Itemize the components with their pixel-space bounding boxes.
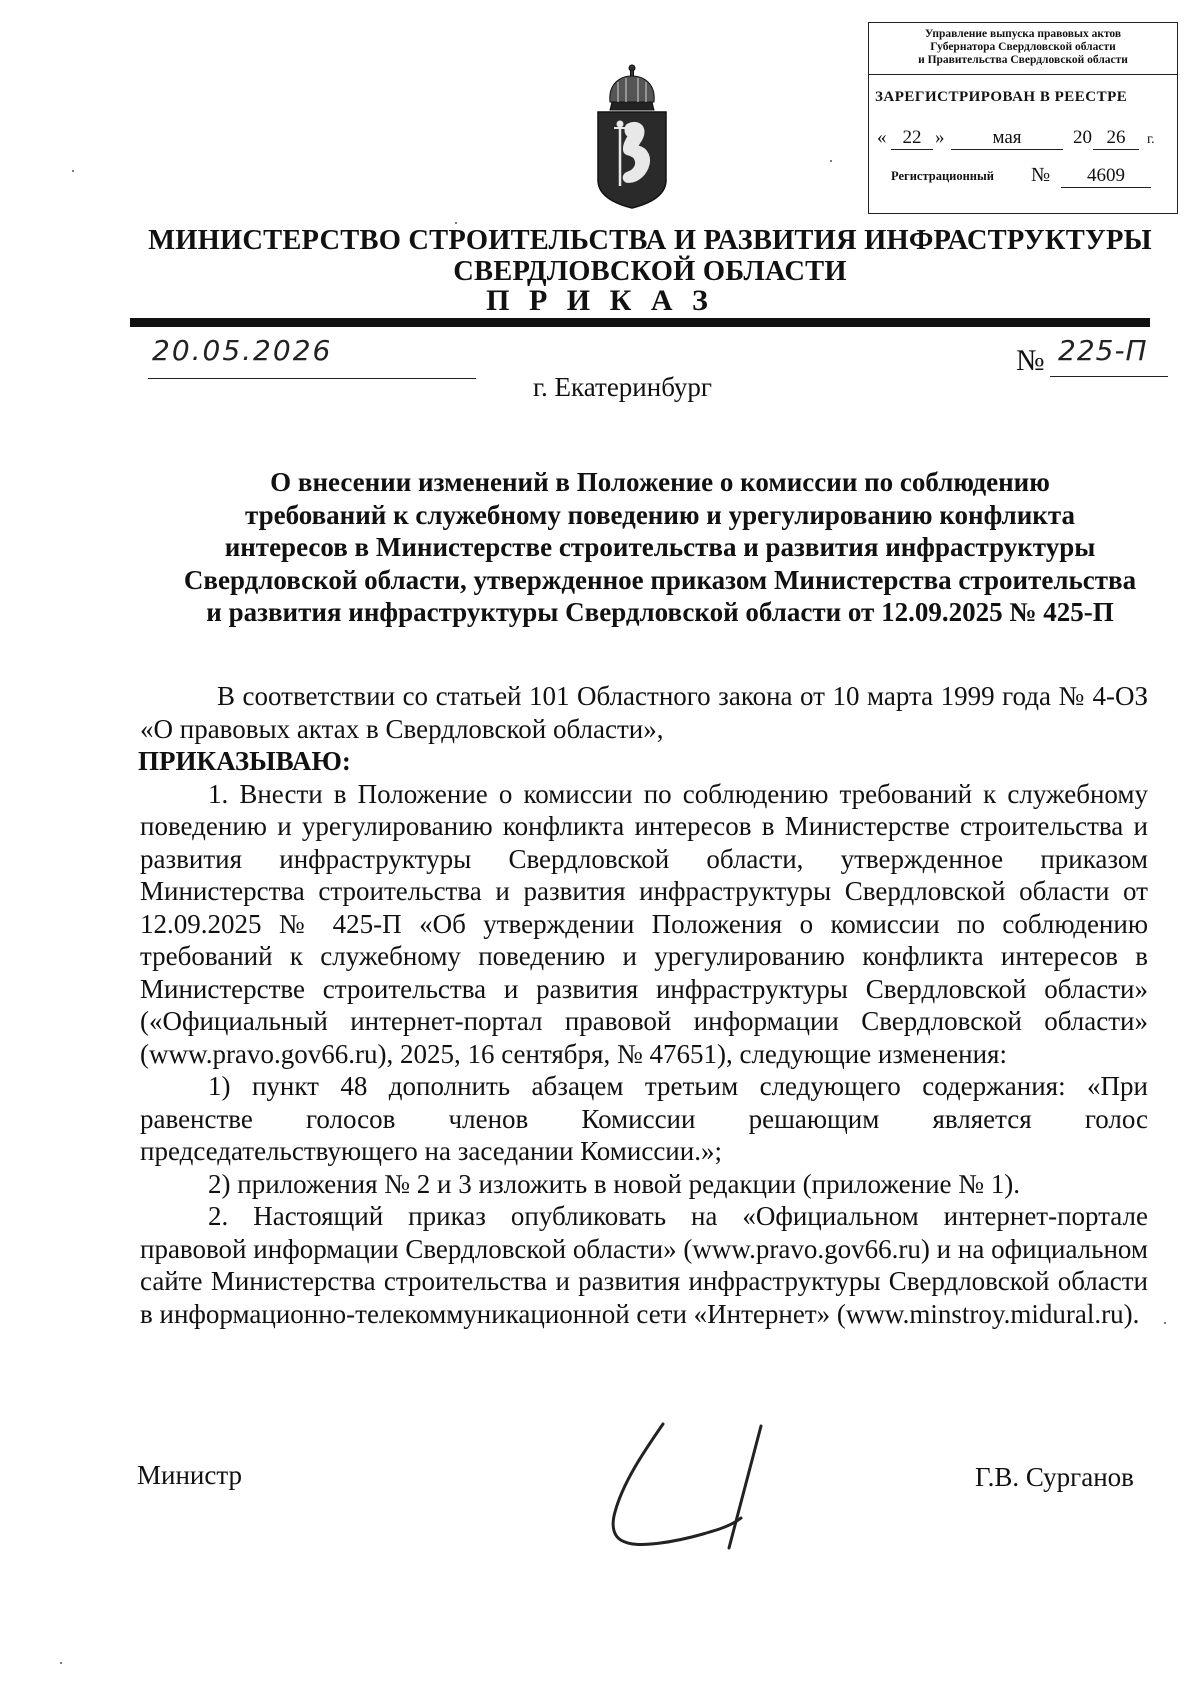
title-line: О внесении изменений в Положение о комиссии по соблюдению xyxy=(270,467,1050,497)
signatory-name: Г.В. Сурганов xyxy=(975,1462,1134,1492)
ministry-name xyxy=(120,225,1180,287)
stamp-number-value: 4609 xyxy=(1061,165,1151,188)
title-line: интересов в Министерстве строительства и развития инфраструктуры xyxy=(224,532,1096,562)
stamp-year-prefix: 20 xyxy=(1073,127,1092,148)
stamp-number-sign: № xyxy=(1031,164,1051,186)
item-1-1-paragraph: 1) пункт 48 дополнить абзацем третьим следующего содержания: «При равенстве голосов членов Комиссии решающим является голос председательствующего на заседании Комиссии.»; xyxy=(140,1071,1148,1166)
stamp-date-close: » xyxy=(935,127,945,148)
title-line: и развития инфраструктуры Свердловской области от 12.09.2025 № 425-П xyxy=(206,597,1114,627)
city: г. Екатеринбург xyxy=(533,372,712,402)
coat-of-arms-emblem xyxy=(582,62,682,212)
handwritten-date: 20.05.2026 xyxy=(152,334,333,367)
document-title xyxy=(140,466,1180,629)
stamp-registered-text: ЗАРЕГИСТРИРОВАН В РЕЕСТРЕ xyxy=(875,89,1128,105)
title-line: Свердловской области, утвержденное приказом Министерства строительства xyxy=(183,564,1137,595)
signatory-position: Министр xyxy=(137,1460,242,1490)
ministry-name-line: СВЕРДЛОВСКОЙ ОБЛАСТИ xyxy=(453,256,847,287)
scan-speck xyxy=(1164,1322,1166,1324)
scan-speck xyxy=(60,1662,62,1664)
order-word: ПРИКАЗЫВАЮ: xyxy=(138,746,351,776)
stamp-header-line: Управление выпуска правовых актов xyxy=(924,28,1122,40)
preamble-paragraph: В соответствии со статьей 101 Областного закона от 10 марта 1999 года № 4-ОЗ «О правовых актах в Свердловской области», xyxy=(140,681,1148,744)
header-rule xyxy=(130,318,1150,327)
order-number-sign: № xyxy=(1016,344,1045,377)
stamp-header-line: и Правительства Свердловской области xyxy=(918,54,1128,66)
stamp-date xyxy=(877,127,1169,149)
document-type: П Р И К А З xyxy=(486,284,714,317)
stamp-number xyxy=(891,165,1161,189)
stamp-month: мая xyxy=(951,127,1063,150)
stamp-day: 22 xyxy=(891,127,933,150)
handwritten-order-number: 225-П xyxy=(1058,334,1148,367)
title-line: требований к служебному поведению и урегулированию конфликта xyxy=(245,499,1075,530)
ministry-name-line: МИНИСТЕРСТВО СТРОИТЕЛЬСТВА И РАЗВИТИЯ ИНФРАСТРУКТУРЫ xyxy=(148,225,1152,256)
scan-speck xyxy=(830,160,832,162)
scan-speck xyxy=(72,170,74,172)
stamp-header xyxy=(869,23,1177,75)
registration-stamp xyxy=(868,22,1178,214)
stamp-header-line: Губернатора Свердловской области xyxy=(930,41,1116,53)
item-1-paragraph: 1. Внести в Положение о комиссии по соблюдению требований к служебному поведению и урегулированию конфликта интересов в Министерстве строительства и развития инфраструктуры Свердловской области, утвержденное приказом Министерства строительства и развития инфраструктуры Свердловской области от 12.09.2025 № 425-П «Об утверждении Положения о комиссии по соблюдению требований к служебному поведению и урегулированию конфликта интересов в Министерстве строительства и развития инфраструктуры Свердловской области» («Официальный интернет-портал правовой информации Свердловской области» (www.pravo.gov66.ru), 2025, 16 сентября, № 47651), следующие изменения: xyxy=(140,778,1148,1069)
item-1-2-paragraph: 2) приложения № 2 и 3 изложить в новой редакции (приложение № 1). xyxy=(208,1168,1021,1199)
scan-speck xyxy=(455,222,457,224)
handwritten-signature xyxy=(605,1420,825,1555)
stamp-number-label: Регистрационный xyxy=(891,169,994,183)
stamp-year-suffix: 26 xyxy=(1093,127,1139,150)
stamp-date-open: « xyxy=(877,127,887,148)
stamp-year-unit: г. xyxy=(1147,132,1155,147)
item-2-paragraph: 2. Настоящий приказ опубликовать на «Официальном интернет-портале правовой информации Свердловской области» (www.pravo.gov66.ru) и на официальном сайте Министерства строительства и развития инфраструктуры Свердловской области в информационно-телекоммуникационной сети «Интернет» (www.minstroy.midural.ru). xyxy=(140,1201,1148,1329)
document-body xyxy=(140,680,1148,1330)
